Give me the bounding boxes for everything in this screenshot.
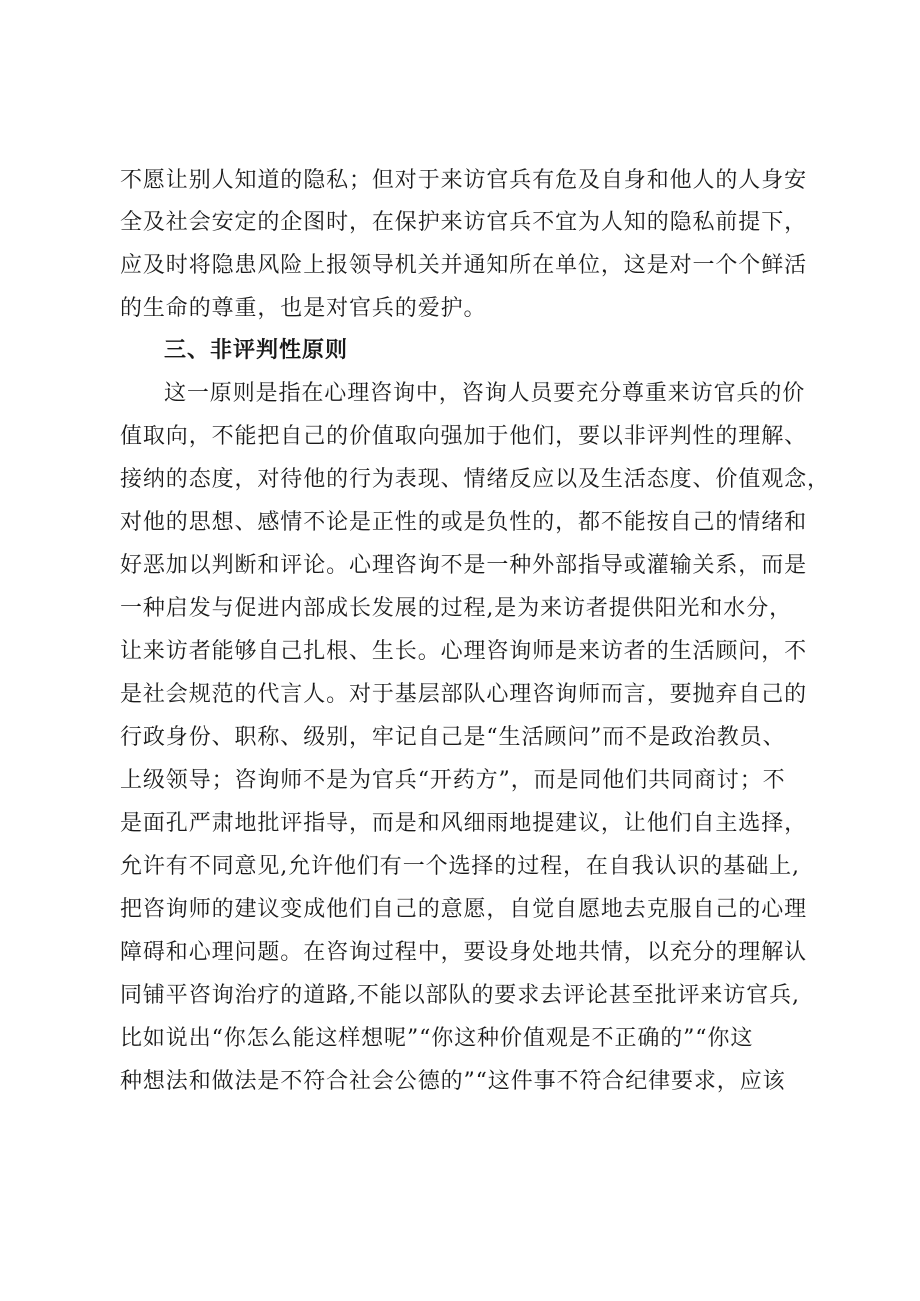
paragraph-line: 把咨询师的建议变成他们自己的意愿，自觉自愿地去克服自己的心理	[120, 897, 808, 922]
paragraph-line: 比如说出“你怎么能这样想呢”“你这种价值观是不正确的”“你这	[120, 1026, 754, 1051]
paragraph-line: 对他的思想、感情不论是正性的或是负性的，都不能按自己的情绪和	[120, 510, 808, 535]
paragraph-line: 同铺平咨询治疗的道路,不能以部队的要求去评论甚至批评来访官兵,	[120, 983, 800, 1008]
section-heading: 三、非评判性原则	[164, 338, 349, 363]
paragraph-line: 上级领导；咨询师不是为官兵“开药方”，而是同他们共同商讨；不	[120, 768, 786, 793]
paragraph-line: 是面孔严肃地批评指导，而是和风细雨地提建议，让他们自主选择，	[120, 811, 808, 836]
paragraph-line: 这一原则是指在心理咨询中，咨询人员要充分尊重来访官兵的价	[164, 381, 806, 406]
paragraph-line: 接纳的态度，对待他的行为表现、情绪反应以及生活态度、价值观念，	[120, 467, 830, 492]
paragraph-line: 的生命的尊重，也是对官兵的爱护。	[120, 296, 487, 321]
paragraph-line: 值取向，不能把自己的价值取向强加于他们，要以非评判性的理解、	[120, 424, 808, 449]
paragraph-line: 应及时将隐患风险上报领导机关并通知所在单位，这是对一个个鲜活	[120, 253, 808, 278]
paragraph-line: 行政身份、职称、级别，牢记自己是“生活顾问”而不是政治教员、	[120, 725, 786, 750]
paragraph-line: 障碍和心理问题。在咨询过程中，要设身处地共情，以充分的理解认	[120, 940, 808, 965]
paragraph-line: 一种启发与促进内部成长发展的过程,是为来访者提供阳光和水分，	[120, 596, 792, 621]
paragraph-line: 允许有不同意见,允许他们有一个选择的过程，在自我认识的基础上,	[120, 854, 800, 879]
paragraph-line: 全及社会安定的企图时，在保护来访官兵不宜为人知的隐私前提下，	[120, 210, 808, 235]
paragraph-line: 让来访者能够自己扎根、生长。心理咨询师是来访者的生活顾问，不	[120, 639, 808, 664]
paragraph-line: 好恶加以判断和评论。心理咨询不是一种外部指导或灌输关系，而是	[120, 553, 808, 578]
paragraph-line: 种想法和做法是不符合社会公德的”“这件事不符合纪律要求，应该	[120, 1069, 786, 1094]
paragraph-line: 不愿让别人知道的隐私；但对于来访官兵有危及自身和他人的人身安	[120, 168, 808, 193]
paragraph-line: 是社会规范的代言人。对于基层部队心理咨询师而言，要抛弃自己的	[120, 682, 808, 707]
